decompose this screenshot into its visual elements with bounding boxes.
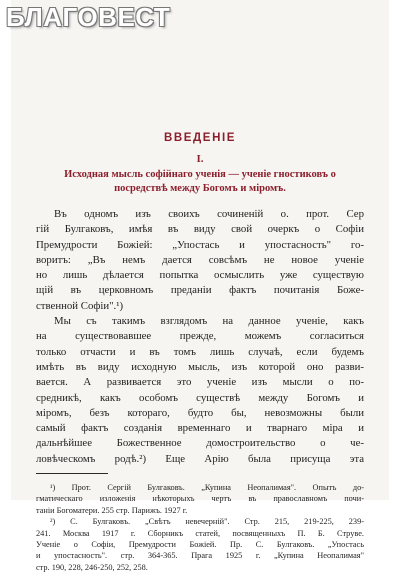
body-line: ственной Софіи".¹) [36,299,124,312]
footnote-divider [36,473,108,474]
chapter-heading-line-2: посредствѣ между Богомъ и міромъ. [114,183,286,194]
footnote-line: 241. Москва 1917 г. Сборникъ статей, посвященныхъ П. Б. Струве. [36,528,364,538]
body-line: ловѣческомъ родѣ.²) Еще Арію была присуща эта [36,452,364,465]
body-line: только отчасти и въ томъ лишь случаѣ, если будемъ [36,345,364,358]
footnote-line: гматическаго изложенія нѣкоторыхъ чертъ въ православномъ почи- [36,494,364,504]
footnote-line: таніи Богоматери. 255 стр. Парижъ. 1927 г. [36,505,188,515]
body-line: средникѣ, какъ особомъ существѣ между Богомъ и [36,391,364,404]
footnote-line: ¹) Прот. Сергій Булгаковъ. „Купина Неопалимая". Опытъ до- [50,483,364,493]
body-line: щій въ церковномъ преданіи фактъ почитанія Боже- [36,284,364,297]
body-line: но лишь дѣлается попытка осмыслить уже существую [36,269,364,282]
body-line: вается. А развивается это ученіе изъ мысли о по- [36,376,364,389]
watermark-logo: БЛАГОВЕСТ [6,2,171,32]
body-line: дальнѣйшее Божественное домостроительство о че- [36,437,364,450]
body-line: самый фактъ созданія временнаго и тварнаго міра и [36,422,364,435]
footnote-line: стр. 190, 228, 246-250, 252, 258. [36,562,148,572]
page-content [36,120,364,573]
footnote-line: ²) С. Булгаковъ. „Свѣтъ невечерній". Стр. 215, 219-225, 239- [50,517,364,527]
body-line: гій Булгаковъ, имѣя въ виду свой очеркъ о Софіи [36,223,364,236]
body-line: воритъ: „Въ немъ дается совсѣмъ не новое ученіе [36,253,364,266]
body-line: Премудрости Божіей: „Упостась и упостасность" го- [36,238,364,251]
section-title: ВВЕДЕНІЕ [163,132,237,144]
body-line: имѣть въ виду исходную мысль, изъ которой оно разви- [36,360,364,373]
body-line: на существовавшее прежде, можемъ согласиться [36,330,364,343]
body-line: міромъ, безъ котораго, будто бы, невозможны были [36,406,364,419]
chapter-heading [36,168,364,196]
footnote-line: Ученіе о Софіи, Премудрости Божіей. Пр. С. Булгаковъ. „Упостась [36,540,364,550]
chapter-number: I. [196,153,204,165]
footnote-line: и упостасность". стр. 364-365. Прага 1925 г. „Купина Неопалимая" [36,551,364,561]
chapter-heading-line-1: Исходная мысль софійнаго ученія — ученіе гностиковъ о [64,169,336,180]
book-page [11,0,389,572]
body-line: Мы съ такимъ взглядомъ на данное ученіе, какъ [54,315,364,328]
body-text [36,207,364,467]
body-line: Въ одномъ изъ своихъ сочиненій о. прот. Сер [54,208,364,220]
footnotes [36,482,364,573]
